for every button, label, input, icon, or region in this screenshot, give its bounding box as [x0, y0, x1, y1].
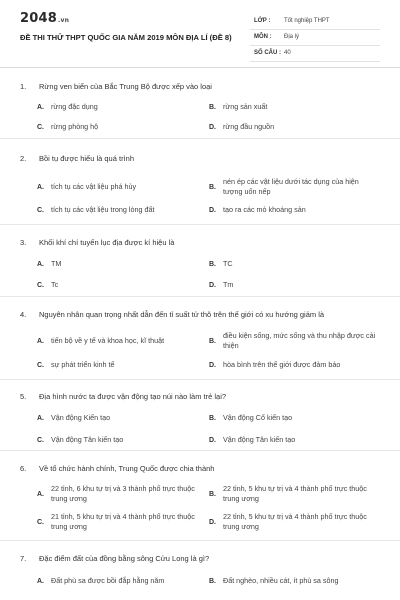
meta-label: LỚP :: [254, 18, 271, 24]
question-text: 2. Bồi tụ được hiểu là quá trình: [20, 154, 134, 163]
option-b[interactable]: B. điều kiện sống, mức sống và thu nhập được cải thiện: [209, 331, 376, 350]
question-1: [0, 68, 400, 139]
question-list: [0, 68, 400, 600]
meta-label: SỐ CÂU :: [254, 50, 281, 56]
question-text: 4. Nguyên nhân quan trọng nhất dẫn đến tỉ suất tử thô trên thế giới có xu hướng giảm là: [20, 310, 325, 319]
question-5: [0, 380, 400, 451]
logo-text: 2048: [20, 11, 57, 26]
question-2: [0, 139, 400, 225]
question-text: 3. Khối khí chí tuyến lục địa được kí hiệu là: [20, 238, 175, 247]
meta-value: 40: [284, 50, 291, 56]
meta-value: Tốt nghiệp THPT: [284, 18, 330, 24]
exam-header: [0, 0, 400, 68]
option-b[interactable]: B. rừng sản xuất: [209, 102, 268, 111]
option-c[interactable]: C. Tc: [37, 280, 59, 289]
option-b[interactable]: B. Vận động Cổ kiến tạo: [209, 413, 293, 422]
meta-row-count: [250, 46, 380, 62]
option-a[interactable]: A. rừng đặc dụng: [37, 102, 98, 111]
exam-title: ĐỀ THI THỬ THPT QUỐC GIA NĂM 2019 MÔN ĐỊA LÍ (ĐỀ 8): [20, 33, 232, 42]
question-text: 7. Đặc điểm đất của đồng bằng sông Cửu Long là gì?: [20, 554, 210, 563]
question-text: 1. Rừng ven biển của Bắc Trung Bộ được xếp vào loại: [20, 82, 212, 91]
option-b[interactable]: B. 22 tỉnh, 5 khu tự trị và 4 thành phố trực thuộc trung ương: [209, 484, 367, 503]
option-d[interactable]: D. rừng đầu nguồn: [209, 122, 275, 131]
option-a[interactable]: A. tiến bộ về y tế và khoa học, kĩ thuật: [37, 336, 165, 345]
meta-value: Địa lý: [284, 34, 300, 40]
exam-meta: [250, 14, 380, 62]
option-a[interactable]: A. tích tụ các vật liệu phá hủy: [37, 182, 137, 191]
option-d[interactable]: D. Tm: [209, 280, 234, 289]
option-c[interactable]: C. 21 tỉnh, 5 khu tự trị và 4 thành phố trực thuộc trung ương: [37, 512, 195, 531]
question-7: [0, 541, 400, 600]
option-b[interactable]: B. nén ép các vật liệu dưới tác dụng của hiện tượng uốn nếp: [209, 177, 359, 196]
option-d[interactable]: D. hòa bình trên thế giới được đảm bảo: [209, 360, 341, 369]
logo-domain: .vn: [57, 17, 70, 24]
option-d[interactable]: D. 22 tỉnh, 5 khu tự trị và 4 thành phố trực thuộc trung ương: [209, 512, 367, 531]
question-text: 6. Về tổ chức hành chính, Trung Quốc được chia thành: [20, 464, 215, 473]
option-c[interactable]: C. tích tụ các vật liệu trong lòng đất: [37, 205, 155, 214]
meta-label: MÔN :: [254, 34, 272, 40]
option-c[interactable]: C. sự phát triển kinh tế: [37, 360, 115, 369]
question-3: [0, 225, 400, 297]
meta-row-class: [250, 14, 380, 30]
question-text: 5. Địa hình nước ta được vận động tạo núi nào làm trẻ lại?: [20, 392, 227, 401]
option-d[interactable]: D. Vận động Tân kiến tạo: [209, 435, 296, 444]
option-a[interactable]: A. 22 tỉnh, 6 khu tự trị và 3 thành phố trực thuộc trung ương: [37, 484, 195, 503]
site-logo[interactable]: [20, 11, 69, 26]
option-b[interactable]: B. Đất nghèo, nhiều cát, ít phù sa sông: [209, 576, 339, 585]
question-6: [0, 451, 400, 541]
option-a[interactable]: A. Vận động Kiến tạo: [37, 413, 111, 422]
option-a[interactable]: A. TM: [37, 259, 62, 268]
option-a[interactable]: A. Đất phù sa được bồi đắp hằng năm: [37, 576, 165, 585]
option-c[interactable]: C. rừng phòng hộ: [37, 122, 99, 131]
option-c[interactable]: C. Vận động Tân kiến tạo: [37, 435, 124, 444]
meta-row-subject: [250, 30, 380, 46]
option-d[interactable]: D. tạo ra các mỏ khoáng sản: [209, 205, 306, 214]
question-4: [0, 297, 400, 380]
option-b[interactable]: B. TC: [209, 259, 233, 268]
